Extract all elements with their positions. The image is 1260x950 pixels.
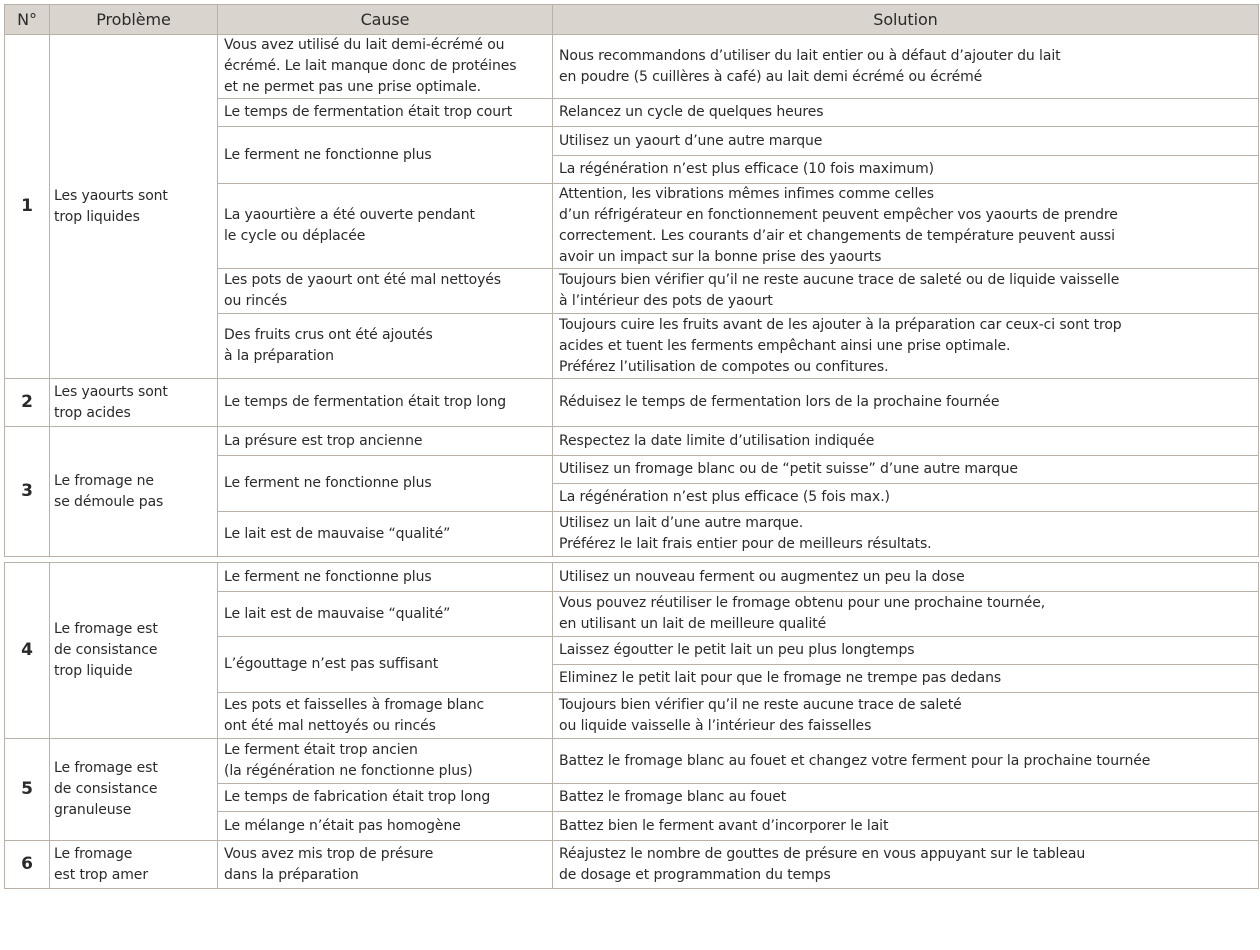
solution-cell: Toujours bien vérifier qu’il ne reste aucune trace de saleté ou liquide vaisselle à l’intérieur des faisselles bbox=[553, 693, 1259, 739]
solution-cell: Réduisez le temps de fermentation lors de la prochaine fournée bbox=[553, 379, 1259, 427]
header-problem: Problème bbox=[50, 5, 218, 35]
table-row bbox=[5, 841, 1259, 889]
problem-cell: Le fromage ne se démoule pas bbox=[50, 427, 218, 557]
solution-cell: Utilisez un lait d’une autre marque. Préférez le lait frais entier pour de meilleurs résultats. bbox=[553, 512, 1259, 557]
cause-cell: Le lait est de mauvaise “qualité” bbox=[218, 592, 553, 637]
problem-cell: Les yaourts sont trop liquides bbox=[50, 35, 218, 379]
solution-cell: Utilisez un fromage blanc ou de “petit suisse” d’une autre marque bbox=[553, 456, 1259, 484]
troubleshooting-table bbox=[4, 4, 1259, 889]
solution-cell: Respectez la date limite d’utilisation indiquée bbox=[553, 427, 1259, 456]
problem-cell: Le fromage est de consistance trop liquide bbox=[50, 563, 218, 739]
cause-cell: Le ferment ne fonctionne plus bbox=[218, 563, 553, 592]
row-number: 4 bbox=[5, 563, 50, 739]
solution-cell: Attention, les vibrations mêmes infimes comme celles d’un réfrigérateur en fonctionnement peuvent empêcher vos yaourts de prendre correctement. Les courants d’air et changements de température peuvent aussi avoir un impact sur la bonne prise des yaourts bbox=[553, 184, 1259, 269]
solution-cell: Utilisez un yaourt d’une autre marque bbox=[553, 127, 1259, 156]
row-number: 2 bbox=[5, 379, 50, 427]
solution-cell: Vous pouvez réutiliser le fromage obtenu pour une prochaine tournée, en utilisant un lait de meilleure qualité bbox=[553, 592, 1259, 637]
row-number: 6 bbox=[5, 841, 50, 889]
cause-cell: Le mélange n’était pas homogène bbox=[218, 812, 553, 841]
table-row bbox=[5, 427, 1259, 456]
problem-cell: Les yaourts sont trop acides bbox=[50, 379, 218, 427]
solution-cell: Battez bien le ferment avant d’incorporer le lait bbox=[553, 812, 1259, 841]
cause-cell: Le temps de fabrication était trop long bbox=[218, 784, 553, 812]
cause-cell: Le ferment ne fonctionne plus bbox=[218, 127, 553, 184]
table-row bbox=[5, 739, 1259, 784]
header-cause: Cause bbox=[218, 5, 553, 35]
solution-cell: Réajustez le nombre de gouttes de présure en vous appuyant sur le tableau de dosage et programmation du temps bbox=[553, 841, 1259, 889]
row-number: 1 bbox=[5, 35, 50, 379]
cause-cell: Le ferment ne fonctionne plus bbox=[218, 456, 553, 512]
cause-cell: Le temps de fermentation était trop long bbox=[218, 379, 553, 427]
solution-cell: Battez le fromage blanc au fouet bbox=[553, 784, 1259, 812]
cause-cell: Des fruits crus ont été ajoutés à la préparation bbox=[218, 314, 553, 379]
solution-cell: Toujours cuire les fruits avant de les ajouter à la préparation car ceux-ci sont trop acides et tuent les ferments empêchant ainsi une prise optimale. Préférez l’utilisation de compotes ou confitures. bbox=[553, 314, 1259, 379]
solution-cell: Battez le fromage blanc au fouet et changez votre ferment pour la prochaine tournée bbox=[553, 739, 1259, 784]
cause-cell: La yaourtière a été ouverte pendant le cycle ou déplacée bbox=[218, 184, 553, 269]
cause-cell: Les pots et faisselles à fromage blanc ont été mal nettoyés ou rincés bbox=[218, 693, 553, 739]
solution-cell: Toujours bien vérifier qu’il ne reste aucune trace de saleté ou de liquide vaisselle à l’intérieur des pots de yaourt bbox=[553, 269, 1259, 314]
table-header bbox=[5, 5, 1259, 35]
solution-cell: Utilisez un nouveau ferment ou augmentez un peu la dose bbox=[553, 563, 1259, 592]
header-num: N° bbox=[5, 5, 50, 35]
cause-cell: L’égouttage n’est pas suffisant bbox=[218, 637, 553, 693]
table-row bbox=[5, 379, 1259, 427]
cause-cell: Le ferment était trop ancien (la régénération ne fonctionne plus) bbox=[218, 739, 553, 784]
solution-cell: Nous recommandons d’utiliser du lait entier ou à défaut d’ajouter du lait en poudre (5 cuillères à café) au lait demi écrémé ou écrémé bbox=[553, 35, 1259, 99]
row-number: 5 bbox=[5, 739, 50, 841]
table-body bbox=[5, 35, 1259, 889]
solution-cell: Relancez un cycle de quelques heures bbox=[553, 99, 1259, 127]
solution-cell: Laissez égoutter le petit lait un peu plus longtemps bbox=[553, 637, 1259, 665]
cause-cell: Les pots de yaourt ont été mal nettoyés ou rincés bbox=[218, 269, 553, 314]
solution-cell: Eliminez le petit lait pour que le fromage ne trempe pas dedans bbox=[553, 665, 1259, 693]
cause-cell: Vous avez utilisé du lait demi-écrémé ou écrémé. Le lait manque donc de protéines et ne permet pas une prise optimale. bbox=[218, 35, 553, 99]
solution-cell: La régénération n’est plus efficace (5 fois max.) bbox=[553, 484, 1259, 512]
solution-cell: La régénération n’est plus efficace (10 fois maximum) bbox=[553, 156, 1259, 184]
problem-cell: Le fromage est de consistance granuleuse bbox=[50, 739, 218, 841]
table-row bbox=[5, 35, 1259, 99]
cause-cell: Vous avez mis trop de présure dans la préparation bbox=[218, 841, 553, 889]
problem-cell: Le fromage est trop amer bbox=[50, 841, 218, 889]
cause-cell: Le temps de fermentation était trop court bbox=[218, 99, 553, 127]
table-row bbox=[5, 563, 1259, 592]
cause-cell: Le lait est de mauvaise “qualité” bbox=[218, 512, 553, 557]
header-solution: Solution bbox=[553, 5, 1259, 35]
cause-cell: La présure est trop ancienne bbox=[218, 427, 553, 456]
row-number: 3 bbox=[5, 427, 50, 557]
